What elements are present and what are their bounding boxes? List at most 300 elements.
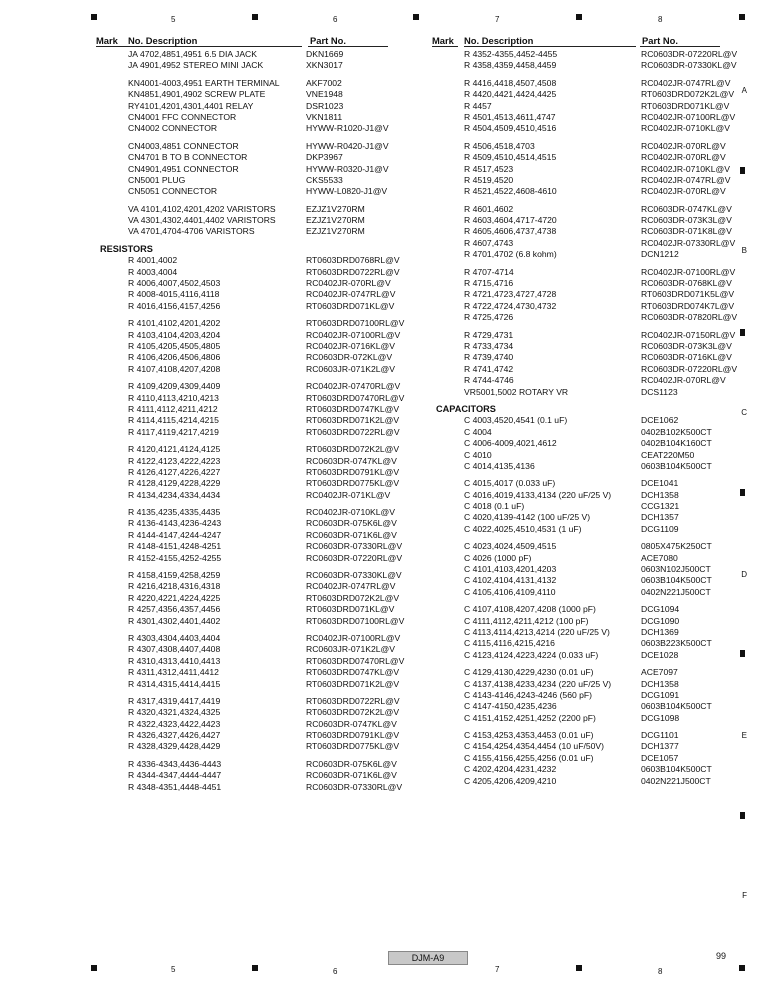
parts-list-right xyxy=(432,35,742,787)
table-row xyxy=(96,289,396,300)
part-number: EZJZ1V270RM xyxy=(306,215,365,226)
parts-list-left xyxy=(96,35,405,793)
part-number: DCS1123 xyxy=(641,386,678,397)
table-row xyxy=(432,415,742,426)
part-description: R 4344-4347,4444-4447 xyxy=(128,770,222,781)
table-row xyxy=(96,518,396,529)
part-number: RT0603DRD071KL@V xyxy=(306,300,395,311)
part-description: C 4113,4114,4213,4214 (220 uF/25 V) xyxy=(464,626,610,637)
part-number: 0805X475K250CT xyxy=(641,541,712,552)
part-number: RT0603DRD071K5L@V xyxy=(641,289,735,300)
part-description: C 4101,4103,4201,4203 xyxy=(464,564,557,575)
table-row xyxy=(432,60,742,71)
table-row xyxy=(96,381,401,392)
part-number: RT0603DRD0768RL@V xyxy=(306,255,400,266)
part-number: RT0603DRD0722RL@V xyxy=(306,426,400,437)
part-description: C 4006-4009,4021,4612 xyxy=(464,438,557,449)
part-number: RT0603DRD0775KL@V xyxy=(306,478,400,489)
part-description: VA 4301,4302,4401,4402 VARISTORS xyxy=(128,215,276,226)
table-row xyxy=(432,627,742,638)
part-number: EZJZ1V270RM xyxy=(306,226,365,237)
table-row xyxy=(96,278,396,289)
column-number: 6 xyxy=(333,967,338,976)
part-number: AKF7002 xyxy=(306,77,342,88)
page-number: 99 xyxy=(716,951,727,961)
part-description: C 4151,4152,4251,4252 (2200 pF) xyxy=(464,712,596,723)
header-mark: Mark xyxy=(96,35,118,46)
part-description: R 4216,4218,4316,4318 xyxy=(128,581,221,592)
row-letter: C xyxy=(741,408,747,417)
part-number: 0402N221J500CT xyxy=(641,775,711,786)
part-description: R 4322,4323,4422,4423 xyxy=(128,718,221,729)
part-description: R 4715,4716 xyxy=(464,278,514,289)
part-description: R 4722,4724,4730,4732 xyxy=(464,300,557,311)
table-row xyxy=(96,266,400,278)
row-letter: E xyxy=(741,731,747,740)
part-description: C 4016,4019,4133,4134 (220 uF/25 V) xyxy=(464,489,612,500)
table-row xyxy=(432,186,742,197)
part-number: RC0402JR-0716KL@V xyxy=(306,340,395,351)
part-description: CN4701 B TO B CONNECTOR xyxy=(128,152,248,163)
table-row xyxy=(432,512,742,523)
table-row xyxy=(96,507,396,518)
part-number: RC0603DR-075K6L@V xyxy=(306,758,397,769)
part-description: R 4729,4731 xyxy=(464,329,514,340)
table-row xyxy=(432,490,742,501)
registration-mark xyxy=(252,14,258,20)
header-description: No. Description xyxy=(128,35,198,46)
parts-rows xyxy=(432,49,742,787)
table-row xyxy=(432,553,742,564)
part-description: R 4509,4510,4514,4515 xyxy=(464,152,557,163)
part-description: R 4457 xyxy=(464,100,492,111)
part-number: RT0603DRD07100RL@V xyxy=(306,615,405,626)
part-description: R 4348-4351,4448-4451 xyxy=(128,781,222,792)
part-description: R 4303,4304,4403,4404 xyxy=(128,632,221,643)
table-row xyxy=(96,604,396,615)
part-number: RT0603DRD07100RL@V xyxy=(306,318,405,329)
part-description: R 4744-4746 xyxy=(464,375,514,386)
part-description: R 4725,4726 xyxy=(464,312,514,323)
part-description: R 4111,4112,4211,4212 xyxy=(128,403,218,414)
part-description: C 4018 (0.1 uF) xyxy=(464,501,525,512)
table-row xyxy=(96,318,405,329)
registration-mark xyxy=(252,965,258,971)
table-row xyxy=(96,741,400,752)
part-description: R 4301,4302,4401,4402 xyxy=(128,615,221,626)
part-description: R 4336-4343,4436-4443 xyxy=(128,758,222,769)
table-row xyxy=(432,175,742,186)
table-row xyxy=(432,575,742,586)
table-row xyxy=(432,701,742,712)
part-number: RC0603DR-0747KL@V xyxy=(641,203,732,214)
part-number: RC0402JR-070RL@V xyxy=(641,375,726,386)
table-row xyxy=(432,461,742,472)
part-description: R 4114,4115,4214,4215 xyxy=(128,415,219,426)
part-number: CKS5533 xyxy=(306,174,343,185)
part-description: R 4733,4734 xyxy=(464,340,514,351)
table-row xyxy=(96,770,396,781)
part-description: C 4015,4017 (0.033 uF) xyxy=(464,478,556,489)
table-row xyxy=(432,267,742,278)
table-row xyxy=(96,301,396,312)
part-description: C 4155,4156,4255,4256 (0.01 uF) xyxy=(464,752,594,763)
part-number: DCG1091 xyxy=(641,689,680,700)
column-number: 6 xyxy=(333,15,338,24)
part-description: C 4202,4204,4231,4232 xyxy=(464,764,557,775)
part-number: RC0402JR-07100RL@V xyxy=(306,632,401,643)
part-description: R 4006,4007,4502,4503 xyxy=(128,278,221,289)
part-description: RY4101,4201,4301,4401 RELAY xyxy=(128,100,254,111)
part-description: R 4739,4740 xyxy=(464,352,514,363)
column-number: 7 xyxy=(495,965,500,974)
part-description: CN4002 CONNECTOR xyxy=(128,123,218,134)
registration-mark xyxy=(739,14,745,20)
table-row xyxy=(96,364,396,375)
table-row xyxy=(432,638,742,649)
part-number: RT0603DRD071KL@V xyxy=(306,604,395,615)
part-number: 0402N221J500CT xyxy=(641,586,711,597)
table-row xyxy=(432,341,742,352)
part-number: 0603B104K500CT xyxy=(641,460,712,471)
part-number: DCG1090 xyxy=(641,615,680,626)
part-number: VKN1811 xyxy=(306,111,343,122)
part-description: C 4010 xyxy=(464,449,492,460)
part-description: R 4741,4742 xyxy=(464,363,514,374)
table-row xyxy=(96,707,400,718)
table-row xyxy=(96,456,396,467)
part-description: R 4603,4604,4717-4720 xyxy=(464,215,557,226)
part-description: R 4008-4015,4116,4118 xyxy=(128,289,220,300)
section-heading xyxy=(432,404,742,415)
table-row xyxy=(96,164,396,175)
part-number: RT0603DRD072K2L@V xyxy=(641,89,735,100)
part-number: RC0402JR-07100RL@V xyxy=(641,266,736,277)
part-description: R 4501,4513,4611,4747 xyxy=(464,111,556,122)
table-row xyxy=(432,249,742,260)
table-row xyxy=(96,415,400,426)
part-number: RC0402JR-07100RL@V xyxy=(641,111,736,122)
part-number: DKP3967 xyxy=(306,152,343,163)
part-description: C 4014,4135,4136 xyxy=(464,460,535,471)
part-number: RC0603DR-07220RL@V xyxy=(641,49,738,59)
table-row xyxy=(432,78,742,89)
part-number: RC0402JR-0747RL@V xyxy=(306,289,396,300)
part-description: R 4257,4356,4357,4456 xyxy=(128,604,221,615)
table-row xyxy=(432,278,742,289)
table-row xyxy=(96,644,396,655)
table-row xyxy=(96,101,396,112)
part-description: R 4311,4312,4411,4412 xyxy=(128,667,219,678)
part-number: RC0603DR-071K8L@V xyxy=(641,226,732,237)
part-number: RC0603DR-07820RL@V xyxy=(641,312,738,323)
part-description: C 4022,4025,4510,4531 (1 uF) xyxy=(464,523,582,534)
part-description: JA 4901,4952 STEREO MINI JACK xyxy=(128,60,264,71)
part-description: R 4135,4235,4335,4435 xyxy=(128,507,221,518)
table-row xyxy=(96,615,405,627)
part-description: R 4107,4108,4207,4208 xyxy=(128,363,221,374)
part-description: KN4001-4003,4951 EARTH TERMINAL xyxy=(128,77,280,88)
part-number: DCE1041 xyxy=(641,478,679,489)
part-description: R 4109,4209,4309,4409 xyxy=(128,381,221,392)
part-number: HYWW-R1020-J1@V xyxy=(306,123,389,134)
part-number: 0603B104K500CT xyxy=(641,701,712,712)
table-row xyxy=(432,650,742,661)
table-row xyxy=(96,204,396,215)
part-description: C 4102,4104,4131,4132 xyxy=(464,575,557,586)
part-number: RT0603DRD0775KL@V xyxy=(306,741,400,752)
part-number: RT0603DRD07470RL@V xyxy=(306,392,405,403)
part-number: XKN3017 xyxy=(306,60,343,71)
part-number: RC0402JR-0710KL@V xyxy=(641,163,730,174)
part-description: R 4128,4129,4228,4229 xyxy=(128,478,221,489)
part-description: CN4003,4851 CONNECTOR xyxy=(128,140,239,151)
part-description: VA 4101,4102,4201,4202 VARISTORS xyxy=(128,203,276,214)
section-heading xyxy=(96,244,396,255)
part-number: HYWW-L0820-J1@V xyxy=(306,186,388,197)
part-description: VR5001,5002 ROTARY VR xyxy=(464,386,569,397)
table-row xyxy=(432,364,742,375)
table-row xyxy=(432,427,742,438)
header-mark: Mark xyxy=(432,35,454,46)
part-description: R 4105,4205,4505,4805 xyxy=(128,340,221,351)
part-description: R 4707-4714 xyxy=(464,266,514,277)
part-description: R 4122,4123,4222,4223 xyxy=(128,455,221,466)
table-row xyxy=(432,204,742,215)
table-row xyxy=(432,541,742,552)
table-row xyxy=(432,226,742,237)
table-row xyxy=(432,478,742,489)
part-number: RC0603DR-0716KL@V xyxy=(641,352,732,363)
part-description: R 4120,4121,4124,4125 xyxy=(128,444,221,455)
table-row xyxy=(96,78,396,89)
table-row xyxy=(96,341,396,352)
part-description: C 4137,4138,4233,4234 (220 uF/25 V) xyxy=(464,678,612,689)
part-description: R 4148-4151,4248-4251 xyxy=(128,541,222,552)
registration-mark xyxy=(413,14,419,20)
part-number: HYWW-R0420-J1@V xyxy=(306,140,389,151)
part-number: RC0603DR-073K3L@V xyxy=(641,215,732,226)
part-description: R 4326,4327,4426,4427 xyxy=(128,730,221,741)
part-number: RC0402JR-07470RL@V xyxy=(306,381,401,392)
part-number: RT0603DRD07470RL@V xyxy=(306,655,405,666)
part-number: RC0402JR-0747RL@V xyxy=(641,77,731,88)
part-number: DCH1377 xyxy=(641,741,679,752)
part-description: C 4004 xyxy=(464,426,492,437)
part-number: RT0603DRD0747KL@V xyxy=(306,667,400,678)
part-description: CN4901,4951 CONNECTOR xyxy=(128,163,239,174)
table-row xyxy=(432,123,742,134)
part-description: R 4152-4155,4252-4255 xyxy=(128,552,222,563)
registration-mark xyxy=(91,14,97,20)
parts-rows xyxy=(96,49,405,793)
registration-mark xyxy=(739,965,745,971)
part-number: RC0402JR-070RL@V xyxy=(641,186,726,197)
part-number: DCN1212 xyxy=(641,249,679,260)
section-title: RESISTORS xyxy=(100,243,153,254)
registration-mark xyxy=(740,812,745,819)
table-row xyxy=(432,690,742,701)
column-number: 7 xyxy=(495,15,500,24)
table-row xyxy=(432,730,742,741)
part-description: R 4416,4418,4507,4508 xyxy=(464,77,557,88)
part-description: VA 4701,4704-4706 VARISTORS xyxy=(128,226,255,237)
part-description: R 4506,4518,4703 xyxy=(464,140,535,151)
registration-mark xyxy=(91,965,97,971)
part-number: RC0603DR-071K6L@V xyxy=(306,529,397,540)
part-description: R 4721,4723,4727,4728 xyxy=(464,289,557,300)
table-header xyxy=(432,35,742,47)
part-number: RT0603DRD0747KL@V xyxy=(306,403,400,414)
part-description: R 4117,4119,4217,4219 xyxy=(128,426,219,437)
part-number: EZJZ1V270RM xyxy=(306,203,365,214)
part-number: 0603B104K500CT xyxy=(641,575,712,586)
part-number: VNE1948 xyxy=(306,89,343,100)
table-row xyxy=(432,587,742,598)
table-row xyxy=(96,352,396,363)
table-row xyxy=(432,112,742,123)
part-number: RT0603DRD072K2L@V xyxy=(306,444,400,455)
table-row xyxy=(96,530,396,541)
table-row xyxy=(432,164,742,175)
table-row xyxy=(96,667,400,678)
table-row xyxy=(432,667,742,678)
header-description: No. Description xyxy=(464,35,534,46)
table-row xyxy=(432,238,742,249)
part-number: RC0402JR-071KL@V xyxy=(306,489,391,500)
table-row xyxy=(96,695,400,707)
table-row xyxy=(96,215,396,226)
table-row xyxy=(96,392,405,404)
part-number: RC0603DR-075K6L@V xyxy=(306,518,397,529)
column-number: 5 xyxy=(171,15,176,24)
part-number: DCG1098 xyxy=(641,712,680,723)
table-row xyxy=(432,764,742,775)
part-description: R 4158,4159,4258,4259 xyxy=(128,570,221,581)
table-row xyxy=(96,552,403,564)
part-number: DCH1358 xyxy=(641,678,679,689)
table-row xyxy=(96,175,396,186)
table-row xyxy=(96,655,405,667)
part-description: R 4106,4206,4506,4806 xyxy=(128,352,221,363)
part-description: R 4144-4147,4244-4247 xyxy=(128,529,222,540)
column-number: 8 xyxy=(658,967,663,976)
part-number: RC0402JR-0710KL@V xyxy=(641,123,730,134)
part-number: CCG1321 xyxy=(641,501,680,512)
table-row xyxy=(96,123,396,134)
part-number: RC0402JR-070RL@V xyxy=(641,140,726,151)
table-row xyxy=(96,466,400,478)
part-number: RC0603DR-073K3L@V xyxy=(641,340,732,351)
part-description: R 4601,4602 xyxy=(464,203,514,214)
table-row xyxy=(432,387,742,398)
part-description: R 4003,4004 xyxy=(128,266,178,277)
table-row xyxy=(432,352,742,363)
part-number: RC0402JR-0747RL@V xyxy=(641,174,731,185)
part-description: C 4105,4106,4109,4110 xyxy=(464,586,556,597)
part-number: RT0603DRD071KL@V xyxy=(641,100,730,111)
part-number: RT0603DRD071K2L@V xyxy=(306,415,400,426)
part-number: RC0603DR-0747KL@V xyxy=(306,455,397,466)
part-number: 0603B104K500CT xyxy=(641,764,712,775)
part-number: RC0402JR-07330RL@V xyxy=(641,237,736,248)
table-row xyxy=(432,49,742,60)
part-description: C 4111,4112,4211,4212 (100 pF) xyxy=(464,615,589,626)
registration-mark xyxy=(576,14,582,20)
table-row xyxy=(96,226,396,237)
part-number: HYWW-R0320-J1@V xyxy=(306,163,389,174)
table-row xyxy=(432,501,742,512)
part-description: C 4115,4116,4215,4216 xyxy=(464,638,555,649)
table-row xyxy=(96,719,396,730)
column-number: 8 xyxy=(658,15,663,24)
part-number: RC0603DR-07330KL@V xyxy=(641,60,737,71)
table-row xyxy=(432,524,742,535)
table-row xyxy=(96,89,396,100)
part-description: C 4205,4206,4209,4210 xyxy=(464,775,557,786)
row-letter: F xyxy=(742,891,747,900)
part-description: C 4123,4124,4223,4224 (0.033 uF) xyxy=(464,649,599,660)
part-description: R 4134,4234,4334,4434 xyxy=(128,489,221,500)
table-row xyxy=(432,616,742,627)
part-description: CN5001 PLUG xyxy=(128,174,186,185)
part-number: 0603B223K500CT xyxy=(641,638,712,649)
table-row xyxy=(432,301,742,312)
part-number: RC0402JR-07150RL@V xyxy=(641,329,736,340)
part-description: R 4110,4113,4210,4213 xyxy=(128,392,219,403)
table-row xyxy=(432,101,742,112)
part-description: R 4701,4702 (6.8 kohm) xyxy=(464,249,557,260)
part-description: C 4026 (1000 pF) xyxy=(464,552,532,563)
part-number: DCH1369 xyxy=(641,626,679,637)
table-row xyxy=(432,312,742,323)
part-description: R 4328,4329,4428,4429 xyxy=(128,741,221,752)
part-description: R 4358,4359,4458,4459 xyxy=(464,60,557,71)
part-description: R 4307,4308,4407,4408 xyxy=(128,644,221,655)
part-number: DCG1094 xyxy=(641,604,680,615)
row-letter: D xyxy=(741,570,747,579)
part-description: C 4154,4254,4354,4454 (10 uF/50V) xyxy=(464,741,604,752)
part-description: R 4605,4606,4737,4738 xyxy=(464,226,557,237)
table-row xyxy=(96,112,396,123)
table-row xyxy=(96,255,400,266)
part-number: RC0402JR-0747RL@V xyxy=(306,581,396,592)
part-description: R 4521,4522,4608-4610 xyxy=(464,186,557,197)
table-row xyxy=(96,632,401,644)
part-number: DCE1057 xyxy=(641,752,679,763)
part-description: R 4310,4313,4410,4413 xyxy=(128,655,221,666)
registration-mark xyxy=(576,965,582,971)
part-description: R 4607,4743 xyxy=(464,237,514,248)
table-row xyxy=(96,781,403,793)
part-number: RC0402JR-07100RL@V xyxy=(306,329,401,340)
part-description: R 4517,4523 xyxy=(464,163,514,174)
table-row xyxy=(96,426,400,438)
table-row xyxy=(432,375,742,386)
table-row xyxy=(432,564,742,575)
model-label: DJM-A9 xyxy=(388,951,468,965)
part-number: RC0402JR-070RL@V xyxy=(641,152,726,163)
part-number: DSR1023 xyxy=(306,100,344,111)
table-row xyxy=(432,89,742,100)
part-number: RC0603DR-07220RL@V xyxy=(306,552,403,563)
table-row xyxy=(432,438,742,449)
part-description: R 4101,4102,4201,4202 xyxy=(128,318,221,329)
part-number: RC0603DR-07330RL@V xyxy=(306,541,403,552)
column-number: 5 xyxy=(171,965,176,974)
part-description: R 4317,4319,4417,4419 xyxy=(128,695,221,706)
table-row xyxy=(432,741,742,752)
